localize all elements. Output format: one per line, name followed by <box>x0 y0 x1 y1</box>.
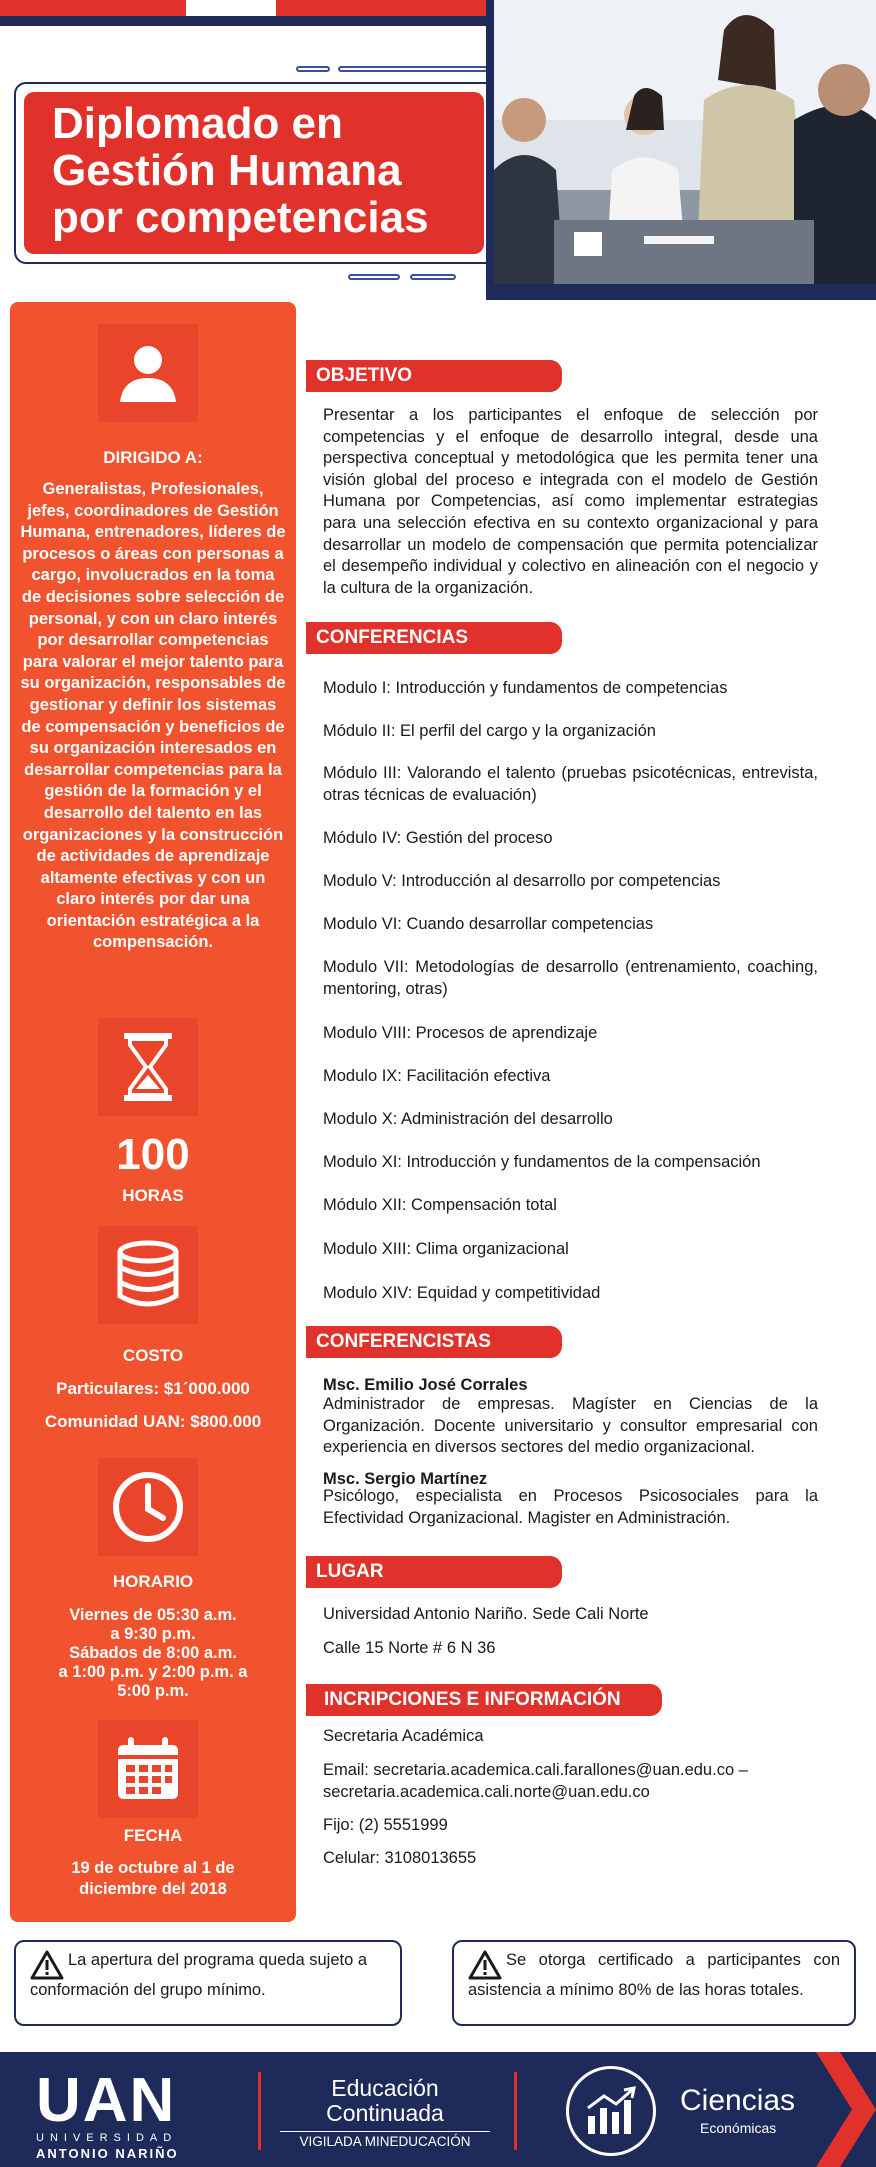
warning-icon <box>30 1950 64 1980</box>
header-photo <box>486 0 876 300</box>
uan-logo-sub: UNIVERSIDAD <box>36 2132 178 2144</box>
dirigido-label: DIRIGIDO A: <box>103 448 203 467</box>
coins-icon <box>98 1226 198 1324</box>
fecha-label: FECHA <box>123 1826 183 1845</box>
footer-divider <box>258 2072 261 2150</box>
module-item: Modulo I: Introducción y fundamentos de competencias <box>323 679 728 697</box>
module-item: Modulo VIII: Procesos de aprendizaje <box>323 1024 598 1042</box>
clock-icon <box>98 1458 198 1556</box>
uan-logo-sub: ANTONIO NARIÑO <box>36 2146 179 2161</box>
footer <box>0 2052 876 2167</box>
costo-label: COSTO <box>122 1346 184 1365</box>
speaker-name: Msc. Emilio José Corrales <box>323 1376 528 1394</box>
horario-line: 5:00 p.m. <box>117 1682 189 1700</box>
module-item: Modulo XI: Introducción y fundamentos de la compensación <box>323 1153 761 1171</box>
costo-comunidad: Comunidad UAN: $800.000 <box>44 1412 262 1431</box>
module-item: Módulo XII: Compensación total <box>323 1196 557 1214</box>
objetivo-heading: OBJETIVO <box>306 360 562 392</box>
horario-line: Viernes de 05:30 a.m. <box>69 1606 237 1624</box>
top-bar-red-left <box>0 0 186 16</box>
faculty-sub: Económicas <box>700 2120 777 2136</box>
objetivo-text: Presentar a los participantes el enfoque de selección por competencias y el enfoque de desarrollo integral, desde una perspectiva conceptual y metodológica que les permita tener una visión global del proceso e integrada con el modelo de Gestión Humana por Competencias, así como implementar estrategias para una selección efectiva en su contexto organizacional y para desarrollar un modelo de compensación que permita potencializar el desempeño individual y colectivo en alineación con el negocio y la cultura de la organización. <box>323 406 818 597</box>
calendar-icon <box>98 1720 198 1818</box>
email-line: secretaria.academica.cali.norte@uan.edu.co <box>323 1783 650 1801</box>
module-item: Modulo XIV: Equidad y competitividad <box>323 1284 601 1302</box>
conferencias-heading: CONFERENCIAS <box>306 622 562 654</box>
note-apertura <box>14 1940 402 2026</box>
title-line: Diplomado en <box>52 99 343 148</box>
title-line: Gestión Humana <box>52 146 402 195</box>
phone-fijo: Fijo: (2) 5551999 <box>323 1816 448 1834</box>
horario-line: a 9:30 p.m. <box>110 1625 196 1643</box>
speaker-name: Msc. Sergio Martínez <box>323 1470 488 1488</box>
speaker-bio: Administrador de empresas. Magíster en Ciencias de la Organización. Docente universitario y consultor empresarial con experiencia en diversos sectores del medio organizacional. <box>323 1395 818 1457</box>
speaker-bio: Psicólogo, especialista en Procesos Psicosociales para la Efectividad Organizacional. Magister en Administración. <box>323 1487 818 1527</box>
module-item: Modulo X: Administración del desarrollo <box>323 1110 613 1128</box>
module-item: Modulo VII: Metodologías de desarrollo (entrenamiento, coaching, mentoring, otras) <box>323 958 818 998</box>
module-item: Modulo VI: Cuando desarrollar competencias <box>323 915 654 933</box>
horas-number: 100 <box>116 1130 190 1179</box>
title-box <box>24 92 484 254</box>
footer-divider <box>514 2072 517 2150</box>
phone-celular: Celular: 3108013655 <box>323 1849 477 1867</box>
edu-subtitle: VIGILADA MINEDUCACIÓN <box>280 2131 490 2149</box>
module-item: Módulo IV: Gestión del proceso <box>323 829 553 847</box>
dirigido-text: Generalistas, Profesionales, jefes, coordinadores de Gestión Humana, entrenadores, líderes de procesos o áreas con personas a cargo, involucrados en la toma de decisiones sobre selección de personal, y con un claro interés por desarrollar competencias para valorar el mejor talento para su organización, responsables de gestionar y definir los sistemas de compensación y beneficios de su organización interesados en desarrollar competencias para la gestión de la formación y el desarrollo del talento en las organizaciones y la construcción de actividades de aprendizaje altamente efectivas y con un claro interés por dar una orientación estratégica a la compensación. <box>20 480 286 952</box>
inscripciones-line: Secretaria Académica <box>323 1727 484 1745</box>
business-meeting-illustration <box>494 0 876 284</box>
module-item: Modulo V: Introducción al desarrollo por competencias <box>323 872 721 890</box>
title-line: por competencias <box>52 193 429 242</box>
deco-line <box>296 66 330 72</box>
hourglass-icon <box>98 1018 198 1116</box>
inscripciones-heading: INCRIPCIONES E INFORMACIÓN <box>306 1684 662 1716</box>
email-line: Email: secretaria.academica.cali.farallones@uan.edu.co – <box>323 1761 748 1779</box>
conferencistas-heading: CONFERENCISTAS <box>306 1326 562 1358</box>
horario-label: HORARIO <box>112 1572 194 1591</box>
user-icon <box>98 324 198 422</box>
warning-icon <box>468 1950 502 1980</box>
horas-label: HORAS <box>122 1186 184 1205</box>
horario-line: Sábados de 8:00 a.m. <box>69 1644 237 1662</box>
fecha-text: 19 de octubre al 1 de diciembre del 2018 <box>71 1859 235 1898</box>
note-text: Se otorga certificado a participantes con asistencia a mínimo 80% de las horas totales. <box>468 1951 840 1999</box>
lugar-line: Calle 15 Norte # 6 N 36 <box>323 1639 496 1657</box>
page-title <box>52 100 484 241</box>
deco-line <box>410 274 456 280</box>
lugar-line: Universidad Antonio Nariño. Sede Cali Norte <box>323 1605 649 1623</box>
top-bar-navy <box>0 16 560 26</box>
note-certificado <box>452 1940 856 2026</box>
costo-particulares: Particulares: $1´000.000 <box>56 1379 250 1398</box>
deco-line <box>338 66 488 72</box>
module-item: Módulo III: Valorando el talento (pruebas psicotécnicas, entrevista, otras técnicas de evaluación) <box>323 764 818 804</box>
lugar-heading: LUGAR <box>306 1556 562 1588</box>
uan-logo: UAN <box>36 2066 177 2135</box>
edu-title: Educación Continuada <box>326 2075 444 2126</box>
deco-line <box>348 274 400 280</box>
module-item: Módulo II: El perfil del cargo y la organización <box>323 722 656 740</box>
faculty-name: Ciencias <box>680 2084 796 2117</box>
sidebar-panel <box>10 302 296 1922</box>
module-item: Modulo XIII: Clima organizacional <box>323 1240 569 1258</box>
module-item: Modulo IX: Facilitación efectiva <box>323 1067 551 1085</box>
horario-line: a 1:00 p.m. y 2:00 p.m. a <box>58 1663 248 1681</box>
note-text: La apertura del programa queda sujeto a conformación del grupo mínimo. <box>30 1951 368 1999</box>
growth-chart-icon <box>566 2066 656 2156</box>
footer-chevron <box>816 2052 876 2167</box>
horario-text <box>20 1606 286 1701</box>
